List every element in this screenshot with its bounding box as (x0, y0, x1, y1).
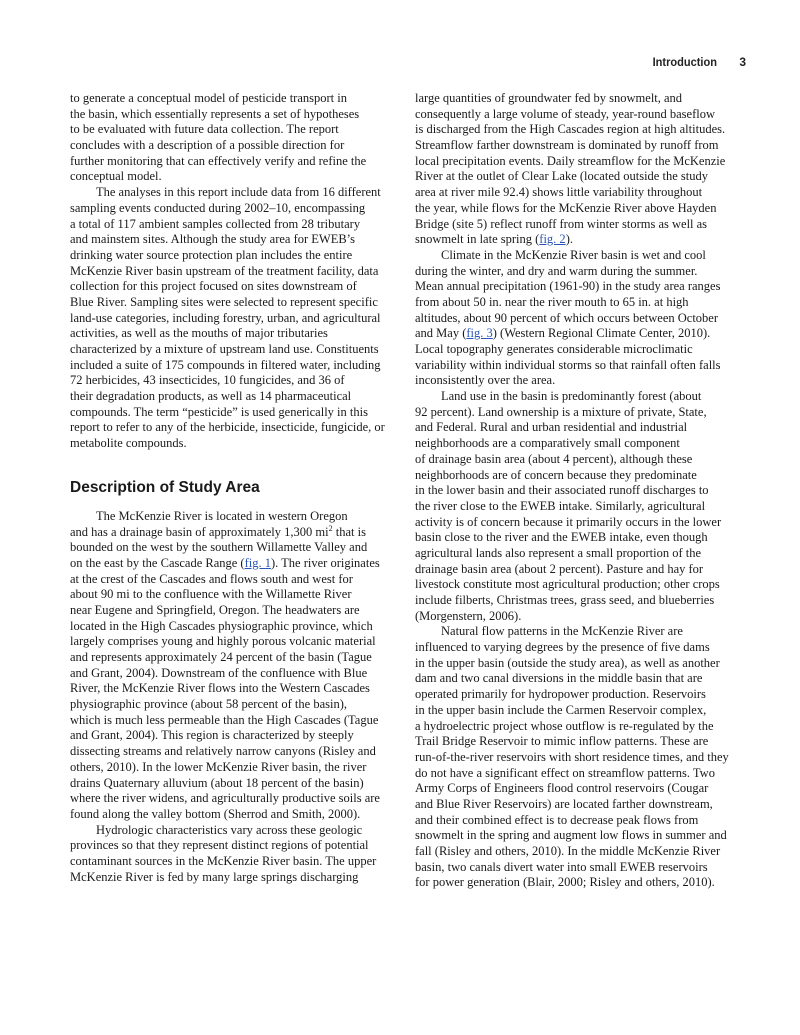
paragraph-flow-patterns (415, 624, 745, 891)
figure-3-link[interactable]: fig. 3 (466, 326, 493, 341)
text-line: physiographic province (about 58 percent of the basin), (70, 697, 347, 712)
text-line: The McKenzie River is located in western Oregon (96, 508, 348, 523)
text-line: altitudes, about 90 percent of which occurs between October (415, 310, 719, 325)
text-line: and mainstem sites. Although the study area for EWEB’s (70, 232, 356, 247)
text-line: further monitoring that can effectively verify and refine the (70, 153, 367, 168)
figure-2-link[interactable]: fig. 2 (539, 232, 566, 247)
text-line: dissecting streams and relatively narrow canyons (Risley and (70, 744, 376, 759)
text-line: where the river widens, and agriculturally productive soils are (70, 791, 380, 806)
text-line: activity is of concern because it primarily occurs in the lower (415, 514, 722, 529)
text-line: largely comprises young and highly porous volcanic material (70, 634, 376, 649)
text-line: compounds. The term “pesticide” is used generically in this (70, 404, 368, 419)
text-line: land-use categories, including forestry, urban, and agricultural (70, 310, 381, 325)
text-line: large quantities of groundwater fed by snowmelt, and (415, 91, 683, 105)
text-line: located in the High Cascades physiographic province, which (70, 618, 373, 633)
text-line: 92 percent). Land ownership is a mixture of private, State, (415, 404, 707, 419)
text-line: about 90 mi to the confluence with the Willamette River (70, 587, 352, 602)
text-line: The analyses in this report include data from 16 different (96, 185, 381, 200)
text-line: to be evaluated with future data collection. The report (70, 122, 339, 137)
text-line: found along the valley bottom (Sherrod and Smith, 2000). (70, 806, 361, 821)
paragraph-hydrologic (70, 823, 400, 886)
section-heading: Description of Study Area (70, 478, 260, 496)
text-line: bounded on the west by the southern Willamette Valley and (70, 540, 368, 555)
text-line: variability within individual storms so that rainfall often falls (415, 357, 721, 372)
text-line: drinking water source protection plan includes the entire (70, 247, 353, 262)
text-line: collection for this project focused on sites downstream of (70, 279, 357, 294)
text-line: in the upper basin (outside the study area), as well as another (415, 655, 720, 670)
text-line: include filberts, Christmas trees, grass seed, and blueberries (415, 593, 715, 607)
text-line: and their combined effect is to decrease peak flows from (415, 812, 699, 827)
text-line: at the crest of the Cascades and flows south and west for (70, 571, 353, 586)
text-line: livestock constitute most agricultural production; other crops (415, 577, 720, 592)
text-line: conceptual model. (70, 169, 162, 184)
text-line: Streamflow farther downstream is dominated by runoff from (415, 138, 719, 153)
text-line: Hydrologic characteristics vary across these geologic (96, 822, 363, 837)
text-line: and Grant, 2004). This region is characterized by steeply (70, 728, 354, 743)
text-line: contaminant sources in the McKenzie River basin. The upper (70, 853, 377, 868)
left-column (70, 91, 400, 885)
text-line: Bridge (site 5) reflect runoff from winter storms as well as (415, 216, 708, 231)
text-line: Blue River. Sampling sites were selected to represent specific (70, 294, 378, 309)
text-line: to generate a conceptual model of pesticide transport in (70, 91, 347, 105)
text-line: sampling events conducted during 2002–10, encompassing (70, 200, 366, 215)
text-line: Mean annual precipitation (1961-90) in the study area ranges (415, 279, 721, 294)
text-line: and Grant, 2004). Downstream of the confluence with Blue (70, 665, 368, 680)
text-line: area at river mile 92.4) shows little variability throughout (415, 185, 703, 200)
text-line: dam and two canal diversions in the middle basin that are (415, 671, 703, 686)
text-line: characterized by a mixture of upstream land use. Constituents (70, 342, 379, 356)
text-line: others, 2010). In the lower McKenzie River basin, the river (70, 759, 367, 774)
text-line: fall (Risley and others, 2010). In the middle McKenzie River (415, 844, 721, 858)
text-line: snowmelt in late spring (fig. 2). (415, 232, 573, 247)
text-line: neighborhoods are a comparatively small component (415, 436, 680, 451)
paragraph-study-area (70, 509, 400, 823)
text-line: the river close to the EWEB intake. Similarly, agricultural (415, 498, 706, 513)
text-line: near Eugene and Springfield, Oregon. The headwaters are (70, 602, 360, 617)
text-line: their degradation products, as well as 14 pharmaceutical (70, 389, 352, 404)
superscript: 2 (328, 523, 333, 533)
text-line: basin, two canals divert water into small EWEB reservoirs (415, 859, 708, 874)
text-line: drains Quaternary alluvium (about 18 percent of the basin) (70, 775, 364, 790)
text-line: activities, as well as the mouths of major tributaries (70, 326, 328, 341)
text-line: River at the outlet of Clear Lake (located outside the study (415, 169, 708, 184)
text-line: Army Corps of Engineers flood control reservoirs (Cougar (415, 781, 709, 796)
text-line: Trail Bridge Reservoir to mimic inflow patterns. These are (415, 734, 709, 749)
text-line: (Morgenstern, 2006). (415, 608, 522, 623)
text-line: concludes with a description of a possible direction for (70, 138, 345, 153)
text-line: McKenzie River is fed by many large springs discharging (70, 869, 359, 884)
header-section-title: Introduction (652, 55, 718, 69)
text-line: and has a drainage basin of approximately 1,300 $mi^2$ that is (70, 523, 366, 539)
text-line: provinces so that they represent distinct regions of potential (70, 838, 369, 853)
text-line: operated primarily for hydropower production. Reservoirs (415, 687, 706, 702)
text-line: the basin, which essentially represents a set of hypotheses (70, 106, 360, 121)
text-line: do not have a significant effect on streamflow patterns. Two (415, 765, 715, 780)
text-line: metabolite compounds. (70, 436, 187, 451)
text-line: inconsistently over the area. (415, 373, 556, 388)
text-line: and represents approximately 24 percent of the basin (Tague (70, 650, 372, 664)
text-line: a total of 117 ambient samples collected from 28 tributary (70, 216, 361, 231)
text-line: from about 50 in. near the river mouth to 65 in. at high (415, 294, 689, 309)
text-line: agricultural lands also represent a small proportion of the (415, 545, 702, 560)
text-line: and May (fig. 3) (Western Regional Climate Center, 2010). (415, 326, 711, 341)
text-line: on the east by the Cascade Range (fig. 1). The river originates (70, 555, 380, 570)
text-line: of drainage basin area (about 4 percent), although these (415, 451, 693, 466)
text-line: for power generation (Blair, 2000; Risley and others, 2010). (415, 875, 715, 890)
text-line: neighborhoods are of concern because they predominate (415, 467, 697, 482)
text-line: is discharged from the High Cascades region at high altitudes. (415, 122, 726, 137)
text-line: a hydroelectric project whose outflow is re-regulated by the (415, 718, 714, 733)
paragraph-climate (415, 248, 745, 389)
text-line: Climate in the McKenzie River basin is wet and cool (441, 247, 706, 262)
running-header (647, 55, 746, 69)
text-line: Land use in the basin is predominantly forest (about (441, 389, 702, 404)
right-column (415, 91, 745, 891)
text-line: run-of-the-river reservoirs with short residence times, and they (415, 749, 729, 764)
text-line: in the lower basin and their associated runoff discharges to (415, 483, 709, 498)
paragraph-analyses (70, 185, 400, 452)
text-line: River, the McKenzie River flows into the Western Cascades (70, 681, 370, 696)
text-line: influenced to varying degrees by the presence of five dams (415, 640, 710, 655)
text-line: McKenzie River basin upstream of the treatment facility, data (70, 263, 379, 278)
text-line: basin close to the river and the EWEB intake, even though (415, 530, 708, 545)
text-line: consequently a large volume of steady, year-round baseflow (415, 106, 715, 121)
text-line: in the upper basin include the Carmen Reservoir complex, (415, 702, 707, 717)
figure-1-link[interactable]: fig. 1 (244, 555, 271, 570)
text-line: included a suite of 175 compounds in filtered water, including (70, 357, 381, 372)
text-line: local precipitation events. Daily streamflow for the McKenzie (415, 153, 726, 168)
paragraph-intro-continuation (70, 91, 400, 185)
paragraph-land-use (415, 389, 745, 624)
text-line: snowmelt in the spring and augment low flows in summer and (415, 828, 727, 843)
text-line: and Federal. Rural and urban residential and industrial (415, 420, 688, 435)
text-line: drainage basin area (about 2 percent). Pasture and hay for (415, 561, 704, 576)
header-page-number: 3 (739, 55, 746, 69)
text-line: the year, while flows for the McKenzie River above Hayden (415, 200, 717, 215)
paragraph-streamflow (415, 91, 745, 248)
text-line: Local topography generates considerable microclimatic (415, 342, 693, 356)
text-line: and Blue River Reservoirs) are located farther downstream, (415, 796, 713, 811)
text-line: during the winter, and dry and warm during the summer. (415, 263, 698, 278)
text-line: which is much less permeable than the High Cascades (Tague (70, 712, 379, 727)
text-line: Natural flow patterns in the McKenzie River are (441, 624, 683, 639)
text-line: report to refer to any of the herbicide, insecticide, fungicide, or (70, 420, 385, 435)
text-line: 72 herbicides, 43 insecticides, 10 fungicides, and 36 of (70, 373, 345, 388)
